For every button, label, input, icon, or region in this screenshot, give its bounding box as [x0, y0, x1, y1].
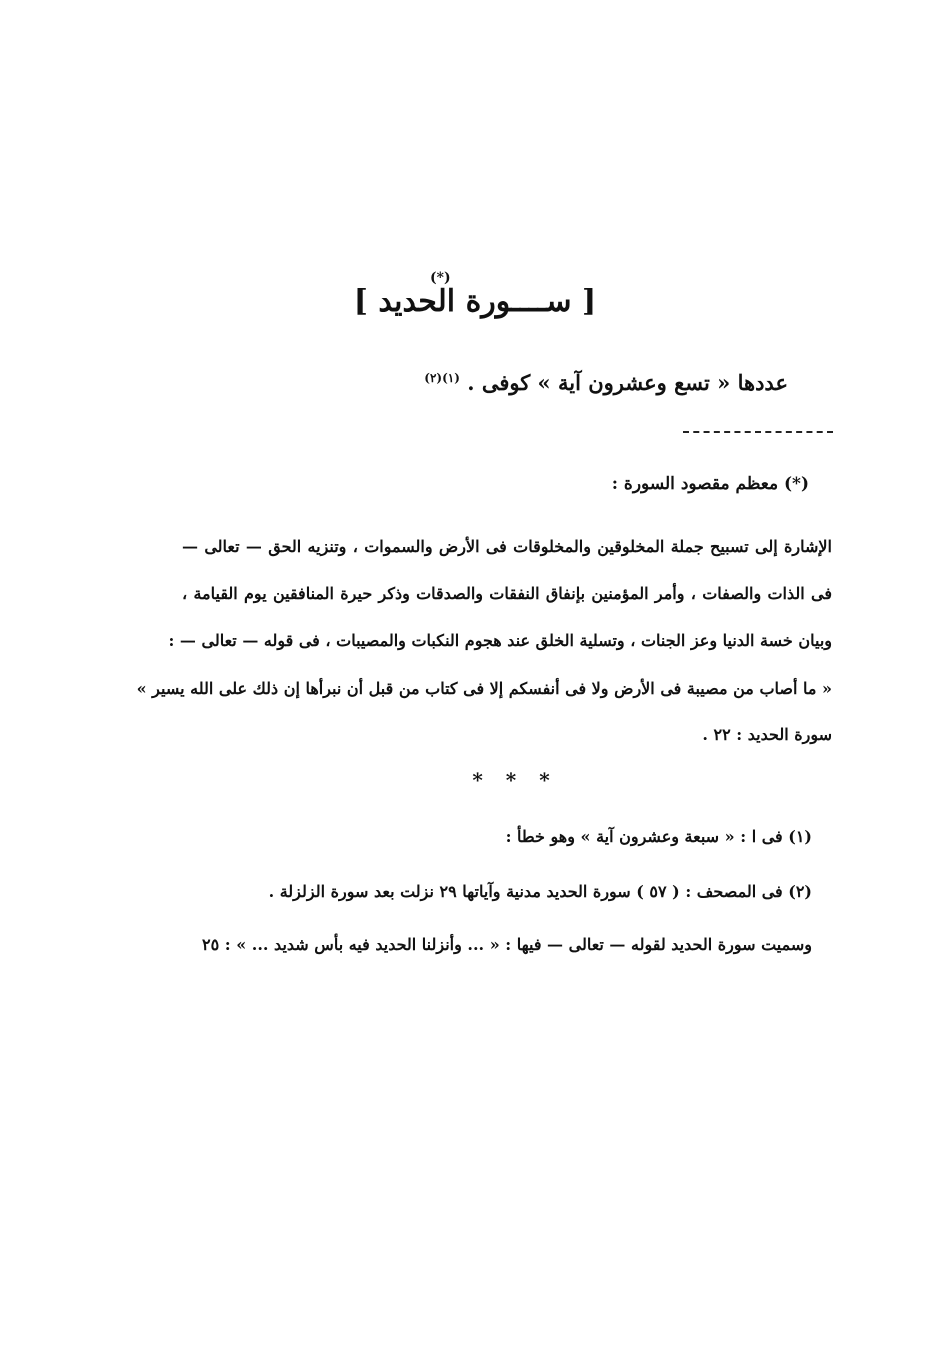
- title-footnote-marker: (*): [430, 270, 451, 286]
- purpose-line-3: وبيان خسة الدنيا وعز الجنات ، وتسلية الخلق عند هجوم النكبات والمصيبات ، فى قوله — تعالى — :: [168, 631, 832, 650]
- verse-count-text: عددها « تسع وعشرون آية » كوفى .: [467, 370, 788, 395]
- footnote-2-continuation: وسميت سورة الحديد لقوله — تعالى — فيها : « ... وأنزلنا الحديد فيه بأس شديد ... » : ٢٥: [201, 935, 812, 954]
- purpose-line-1: الإشارة إلى تسبيح جملة المخلوقين والمخلوقات فى الأرض والسموات ، وتنزيه الحق — تعالى —: [182, 537, 832, 556]
- footnote-ref-1: (١): [442, 371, 460, 385]
- section-divider: [683, 431, 833, 433]
- section-separator: * * *: [472, 768, 558, 792]
- purpose-heading: (*) معظم مقصود السورة :: [611, 474, 809, 494]
- verse-count-line: [388, 370, 788, 395]
- footnote-ref-2: (٢): [424, 371, 443, 385]
- purpose-line-4: « ما أصاب من مصيبة فى الأرض ولا فى أنفسكم إلا فى كتاب من قبل أن نبرأها إن ذلك على الله يسير »: [136, 679, 832, 698]
- purpose-line-5: سورة الحديد : ٢٢ .: [702, 725, 832, 744]
- footnote-1: (١) فى ا : « سبعة وعشرون آية » وهو خطأ :: [505, 827, 812, 846]
- footnote-2: (٢) فى المصحف : ( ٥٧ ) سورة الحديد مدنية وآياتها ٢٩ نزلت بعد سورة الزلزلة .: [268, 882, 812, 901]
- surah-title: [ ســــورة الحديد ]: [353, 284, 597, 319]
- purpose-line-2: فى الذات والصفات ، وأمر المؤمنين بإنفاق النفقات والصدقات وذكر حيرة المنافقين يوم القيامة ،: [182, 584, 832, 603]
